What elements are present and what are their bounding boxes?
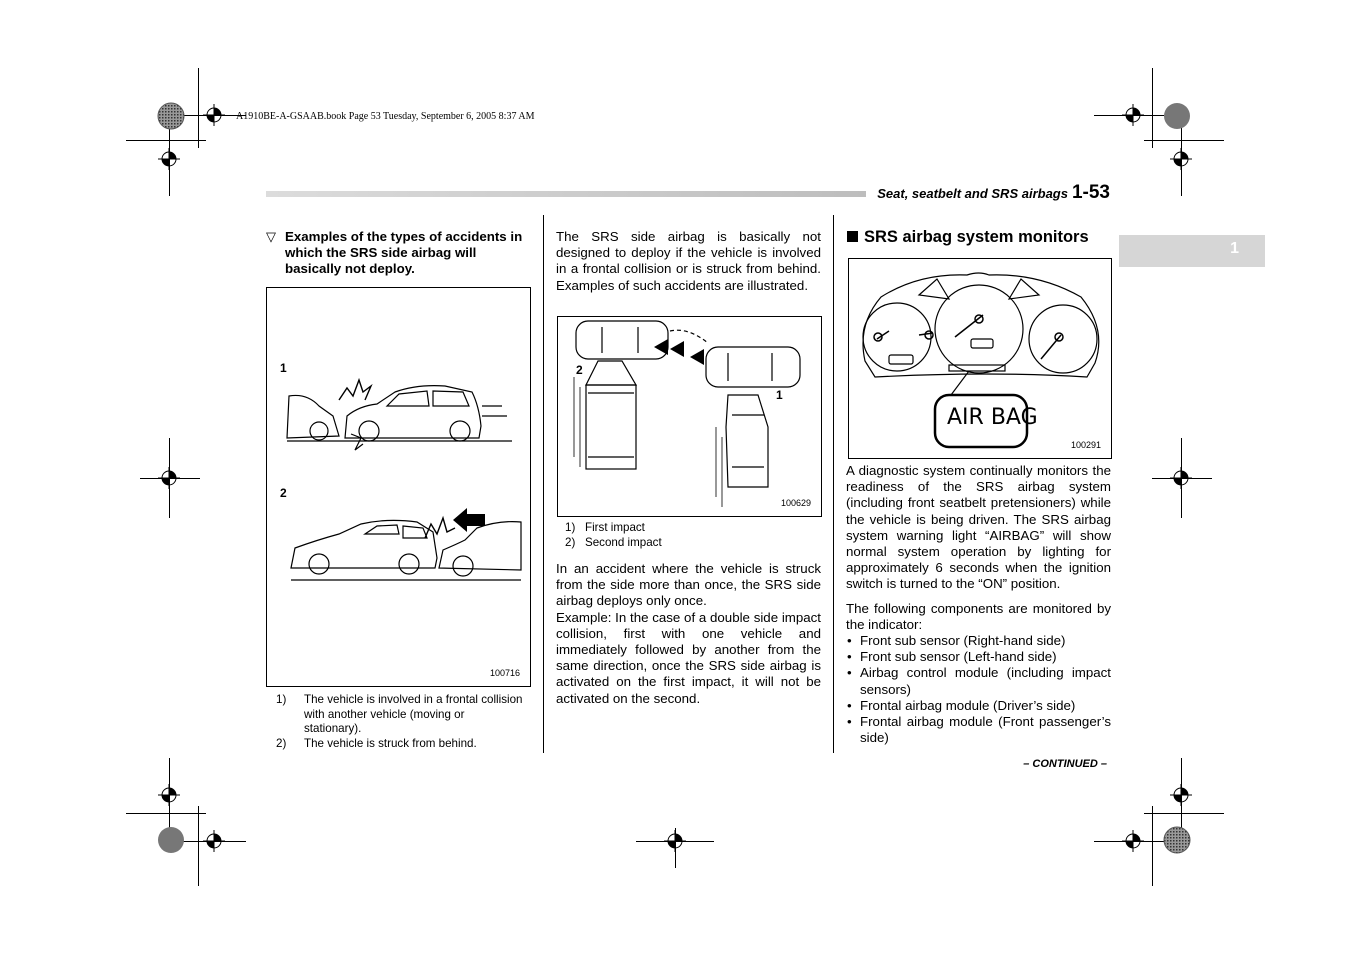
diagnostic-system-paragraph: A diagnostic system continually monitors the readiness of the SRS airbag system (including front seatbelt pretensioners) while the vehicle is being driven. The SRS airbag system warning light “AIRBAG” will show normal system operation by lighting for approximately 6 seconds when the ignition switch is turned to the “ON” position. — [846, 463, 1111, 592]
figure-label-2: 2 — [576, 363, 583, 377]
double-impact-figure — [557, 316, 822, 517]
monitored-components-intro: The following components are monitored by the indicator: — [846, 601, 1111, 633]
list-item: • Front sub sensor (Left-hand side) — [846, 649, 1111, 665]
page-number: 1-53 — [1071, 182, 1110, 203]
figure-label-2: 2 — [280, 486, 287, 500]
accident-types-heading — [266, 229, 532, 277]
figure-label-1: 1 — [776, 388, 783, 402]
column-divider-2 — [833, 215, 834, 753]
list-item: 2) The vehicle is struck from behind. — [276, 736, 477, 750]
square-bullet-icon — [847, 231, 858, 242]
section-title: Seat, seatbelt and SRS airbags — [877, 186, 1068, 201]
header-bar — [266, 191, 866, 197]
accident-figure — [266, 287, 531, 687]
page-header — [877, 182, 1110, 204]
side-impact-paragraph — [556, 561, 821, 707]
chapter-number: 1 — [1230, 240, 1239, 257]
list-item: • Airbag control module (including impact sensors) — [846, 665, 1111, 697]
accident-types-heading-text: Examples of the types of accidents in which the SRS side airbag will basically not deploy. — [285, 229, 523, 276]
list-item: • Frontal airbag module (Driver’s side) — [846, 698, 1111, 714]
figure-code: 100291 — [1070, 440, 1101, 450]
list-item: • Front sub sensor (Right-hand side) — [846, 633, 1111, 649]
airbag-warning-light-label: AIR BAG — [947, 405, 1038, 430]
column-divider-1 — [543, 215, 544, 753]
monitored-components-list — [846, 633, 1111, 746]
chapter-tab — [1119, 235, 1265, 267]
triangle-icon: ▽ — [266, 229, 276, 244]
list-item: 2) Second impact — [565, 535, 662, 549]
double-impact-illustration — [558, 317, 821, 516]
side-airbag-intro: The SRS side airbag is basically not designed to deploy if the vehicle is involved in a frontal collision or is struck from behind. Examples of such accidents are illustrated. — [556, 229, 821, 293]
section-heading — [847, 228, 1089, 247]
accident-figure-notes — [276, 693, 524, 751]
collision-illustration — [267, 288, 530, 686]
figure-code: 100629 — [780, 498, 811, 508]
double-impact-example: Example: In the case of a double side impact collision, first with one vehicle and immediately followed by another from the same direction, once the SRS side airbag is activated on the first impact, it will not be activated on the second. — [556, 609, 821, 706]
airbag-monitor-figure — [848, 258, 1112, 459]
section-heading-text: SRS airbag system monitors — [864, 228, 1089, 246]
continued-marker: – CONTINUED – — [1023, 758, 1107, 770]
print-info: A1910BE-A-GSAAB.book Page 53 Tuesday, September 6, 2005 8:37 AM — [236, 111, 535, 122]
list-item: 1) First impact — [565, 521, 645, 534]
side-impact-text: In an accident where the vehicle is struck from the side more than once, the SRS side airbag deploys only once. — [556, 561, 821, 609]
list-item: • Frontal airbag module (Front passenger’s side) — [846, 714, 1111, 746]
list-item: 1) The vehicle is involved in a frontal collision with another vehicle (moving or stationary). — [276, 693, 523, 735]
figure-label-1: 1 — [280, 361, 287, 375]
impact-figure-notes — [565, 521, 815, 550]
figure-code: 100716 — [489, 668, 520, 678]
